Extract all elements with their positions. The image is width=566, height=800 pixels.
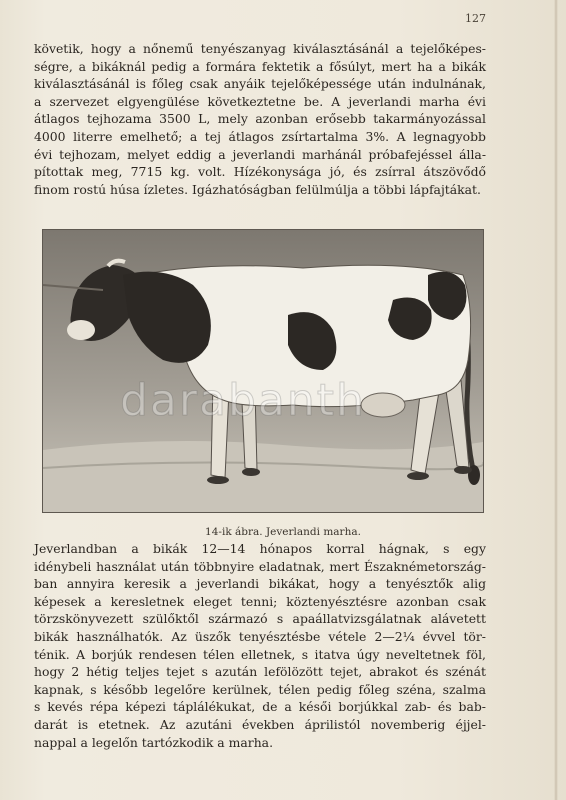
paragraph-top [34,40,486,198]
text-line: finom rostú húsa ízletes. Igázhatóságban felülmúlja a többi lápfajtákat. [34,181,481,197]
text-line: hogy 2 hétig teljes tejet s azután lefölözött tejet, abrakot és szénát [34,664,486,680]
figure-caption: 14-ik ábra. Jeverlandi marha. [205,526,361,538]
text-line: követik, hogy a nőnemű tenyészanyag kiválasztásánál a tejelőképes- [34,41,486,56]
page-number: 127 [465,12,486,25]
text-line: ténik. A borjúk rendesen télen elletnek, s itatva úgy neveltetnek föl, [34,646,486,662]
text-line: képesek a keresletnek eleget tenni; köztenyésztésre azonban csak [34,593,486,609]
paragraph-bottom [34,540,486,751]
cow-photograph [42,229,484,513]
text-line: darát is etetnek. Az azutáni években áprilistól novemberig éjjel- [34,716,486,732]
text-line: törzskönyvezett szülőktől származó s apaállatvizsgálatnak alávetett [34,611,486,627]
text-line: Jeverlandban a bikák 12—14 hónapos korral hágnak, s egy [34,541,486,556]
text-line: kiválasztásánál is főleg csak anyáik tejelőképessége után indulnának, [34,76,486,92]
text-line: pítottak meg, 7715 kg. volt. Hízékonysága jó, és zsírral átszövődő [34,164,486,180]
text-line: ban annyira keresik a jeverlandi bikákat, hogy a tenyésztők alig [34,576,486,592]
text-line: idénybeli használat után többnyire eladatnak, mert Északnémetország- [34,558,486,574]
text-line: a szervezet elgyengülése következtetne be. A jeverlandi marha évi [34,93,486,109]
text-line: s kevés répa képezi táplálékukat, de a késői borjúkkal zab- és bab- [34,699,486,715]
text-line: ségre, a bikáknál pedig a formára fektetik a fősúlyt, mert ha a bikák [34,58,486,74]
text-line: 4000 literre emelhető; a tej átlagos zsírtartalma 3%. A legnagyobb [34,128,486,144]
text-line: nappal a legelőn tartózkodik a marha. [34,734,274,750]
text-line: évi tejhozam, melyet eddig a jeverlandi marhánál próbafejéssel álla- [34,146,486,162]
text-line: bikák használhatók. Az üszők tenyésztésbe vétele 2—2¼ évvel tör- [34,628,486,644]
page-gutter-shadow [554,0,558,800]
text-line: átlagos tejhozama 3500 L, mely azonban erősebb takarmányozással [34,111,486,127]
watermark-text: darabanth [120,375,366,426]
cow-illustration [43,230,483,512]
text-line: kapnak, s később legelőre kerülnek, télen pedig főleg széna, szalma [34,681,486,697]
